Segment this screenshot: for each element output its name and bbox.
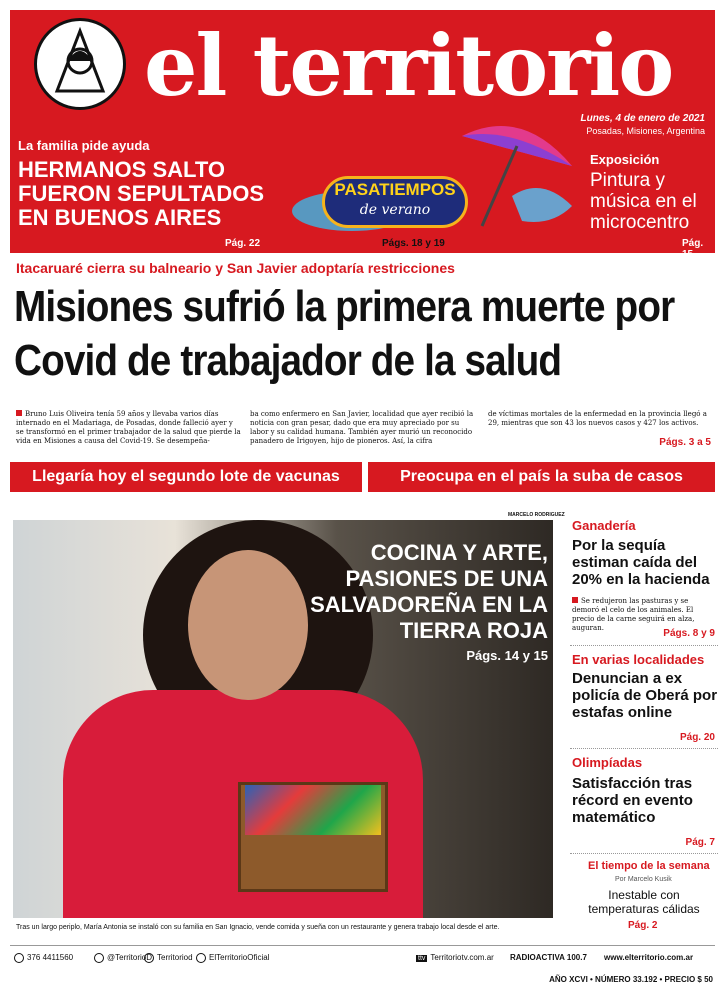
photo-credit: MARCELO RODRIGUEZ [508,512,565,518]
main-story-column-1: Bruno Luis Oliveira tenía 59 años y llevaba varios días internado en el Madariaga, de Posadas, donde falleció ayer y se transformó en el primer trabajador de la salud que pierde la vida en Misiones a causa del Covid-19. Se desempeña- [16,410,241,445]
side-story-3-kicker: Olimpíadas [572,755,643,770]
teaser-right-kicker: Exposición [590,152,660,167]
side-story-1-headline[interactable]: Por la sequía estiman caída del 20% en la hacienda [572,537,710,588]
footer-tv[interactable]: ttv Territoriotv.com.ar [418,953,494,962]
tv-logo-icon: ttv [418,955,426,962]
feature-photo [13,520,553,918]
issue-place: Posadas, Misiones, Argentina [586,126,705,136]
footer-instagram[interactable]: ElTerritorioOficial [196,953,269,963]
promo-subtitle: de verano [359,202,431,218]
footer-radio[interactable]: RADIOACTIVA 100.7 [510,953,587,962]
issue-info: AÑO XCVI • NÚMERO 33.192 • PRECIO $ 50 [549,975,713,984]
weather-text[interactable]: Inestable con temperaturas cálidas [588,888,700,916]
instagram-icon [196,953,206,963]
teaser-left-kicker: La familia pide ayuda [18,138,150,153]
divider [570,645,718,646]
painted-box-lid [245,785,381,835]
bullet-icon [16,410,22,416]
weather-author: Por Marcelo Kusik [615,876,672,883]
side-story-3-headline[interactable]: Satisfacción tras récord en evento matemático [572,775,693,826]
side-story-1-text: Se redujeron las pasturas y se demoró el celo de los animales. El precio de la carne seguirá en alza, auguran. [572,597,695,632]
divider [570,748,718,749]
promo-pasatiempos[interactable] [282,116,582,252]
side-story-1-page: Págs. 8 y 9 [663,628,715,639]
side-story-2-kicker: En varias localidades [572,652,705,667]
divider [570,853,718,854]
side-story-3-page: Pág. 7 [685,837,715,848]
promo-page: Págs. 18 y 19 [382,238,445,249]
bullet-icon [572,597,578,603]
feature-headline[interactable]: COCINA Y ARTE, PASIONES DE UNA SALVADOREÑA EN LA TIERRA ROJA [310,540,548,643]
main-story-column-2: ba como enfermero en San Javier, localidad que ayer recibió la noticia con gran pesar, dado que era muy apreciado por su labor y su calidad humana. También ayer murió un reconocido panadero de Irigoyen, hijo de pioneros. Así, la cifra [250,410,474,445]
teaser-right-headline[interactable]: Pintura y música en el microcentro [590,170,697,233]
footer-web[interactable]: www.elterritorio.com.ar [604,953,694,962]
side-story-1-kicker: Ganadería [572,518,636,533]
promo-title: PASATIEMPOS [334,180,456,199]
feature-pages: Págs. 14 y 15 [466,648,548,663]
teaser-left-headline[interactable]: HERMANOS SALTO FUERON SEPULTADOS EN BUENOS AIRES [18,157,265,230]
side-story-2-page: Pág. 20 [679,732,715,743]
teaser-right-page: Pág. 15 [682,238,704,260]
footer [10,945,715,967]
footer-whatsapp[interactable]: 376 4411560 [14,953,73,963]
brand-name: el territorio [144,16,673,115]
teaser-left-page: Pág. 22 [225,238,261,249]
whatsapp-icon [14,953,24,963]
masthead [10,10,715,260]
footer-twitter[interactable]: @TerritorioD [94,953,152,963]
weather-kicker: El tiempo de la semana [588,860,710,872]
facebook-icon [144,953,154,963]
main-story-column-3: de víctimas mortales de la enfermedad en la provincia llegó a 29, mientras que son 43 los nuevos casos y 427 los activos. [488,410,707,427]
photo-caption: Tras un largo periplo, María Antonia se instaló con su familia en San Ignacio, vende comida y sueña con un restaurante y genera trabajo local desde el arte. [16,924,500,931]
headline-bar-cases[interactable]: Preocupa en el país la suba de casos [368,462,715,492]
weather-page: Pág. 2 [628,920,658,931]
side-story-2-headline[interactable]: Denuncian a ex policía de Oberá por estafas online [572,670,718,721]
main-story-headline[interactable]: Misiones sufrió la primera muerte por Covid de trabajador de la salud [14,282,675,385]
logo-emblem-icon [34,18,126,110]
main-story-kicker: Itacaruaré cierra su balneario y San Javier adoptaría restricciones [16,260,455,276]
footer-facebook[interactable]: Territoriod [144,953,193,963]
twitter-icon [94,953,104,963]
main-story-pages: Págs. 3 a 5 [659,437,711,448]
issue-date: Lunes, 4 de enero de 2021 [580,113,705,124]
headline-bar-vaccines[interactable]: Llegaría hoy el segundo lote de vacunas [10,462,362,492]
